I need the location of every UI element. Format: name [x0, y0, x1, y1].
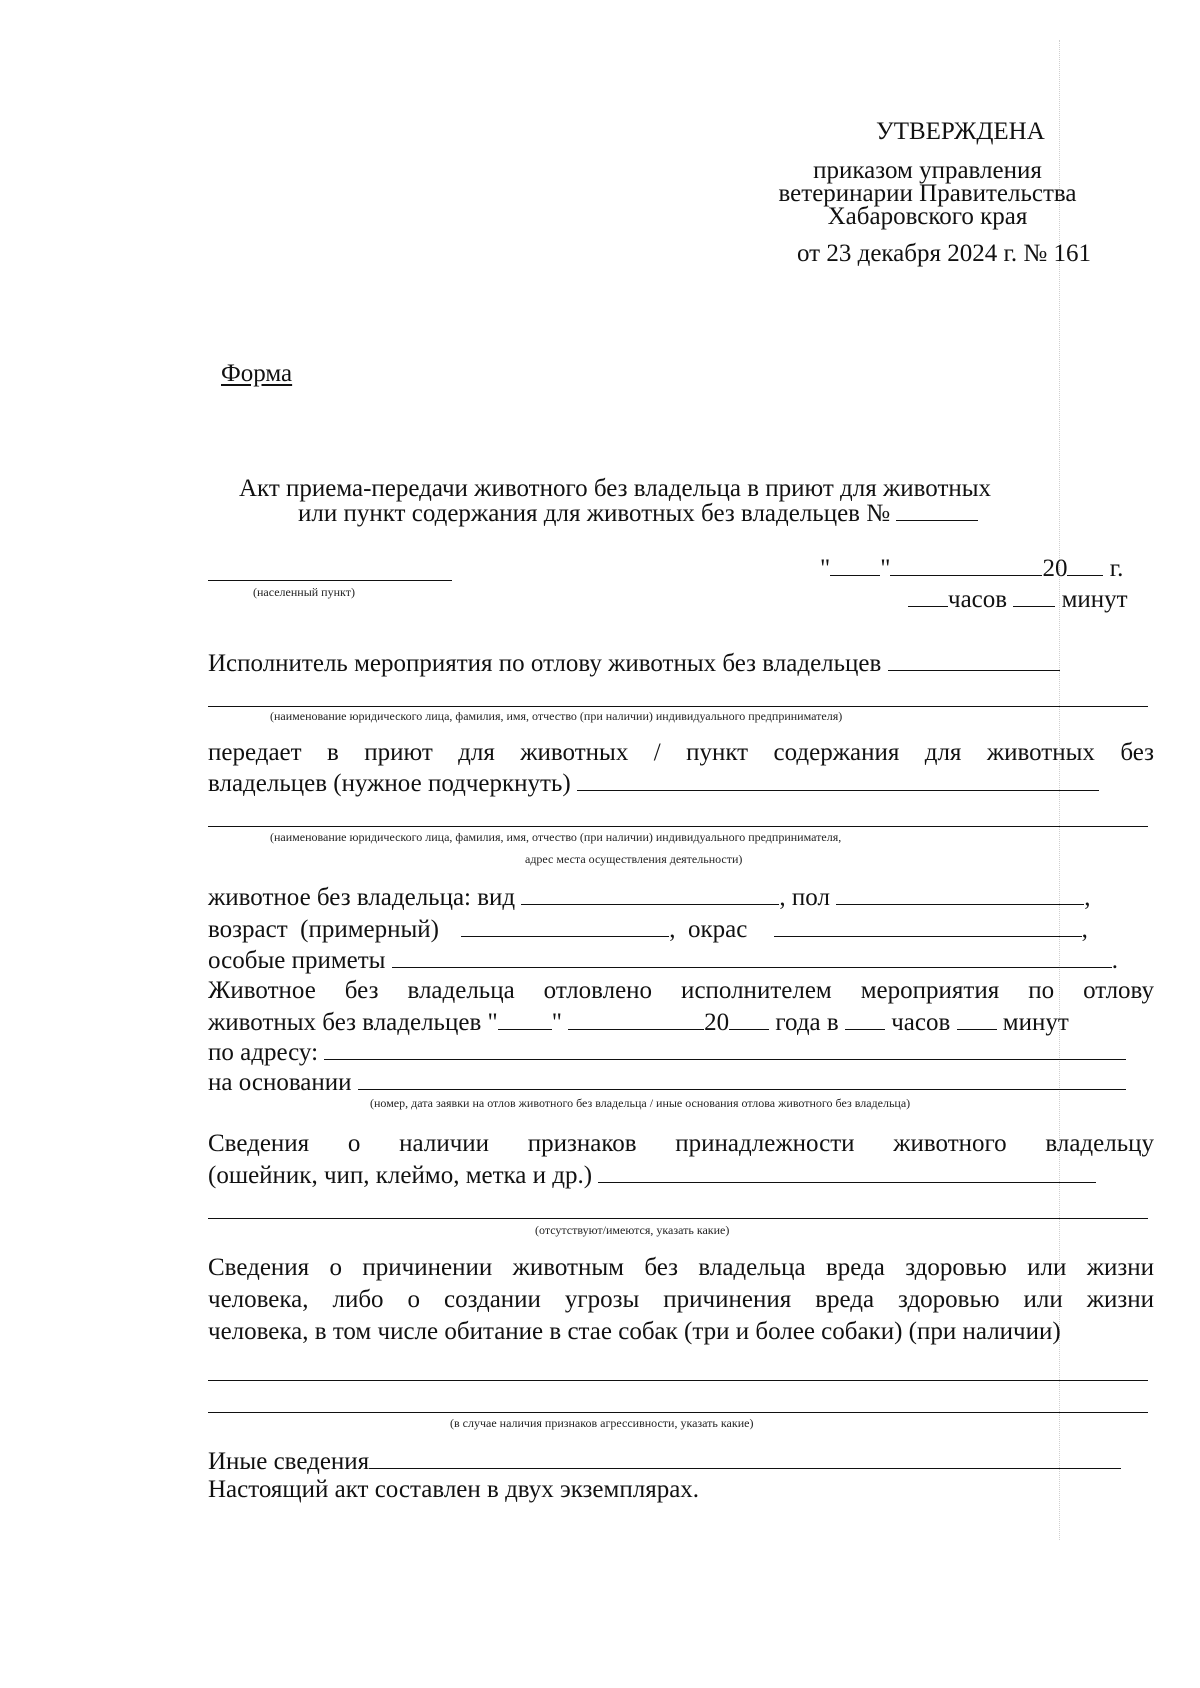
caught-quote-close: ": [551, 1009, 562, 1036]
executor-field[interactable]: [208, 706, 1148, 707]
harm-field-2[interactable]: [208, 1412, 1148, 1413]
approval-line-1: приказом управления: [813, 157, 1042, 184]
address-line: [208, 1037, 1126, 1067]
caught-minutes-label: минут: [1002, 1009, 1069, 1036]
approval-date: от 23 декабря 2024 г. № 161: [797, 240, 1092, 267]
caught-day-field[interactable]: [498, 1007, 552, 1030]
year-prefix: 20: [1042, 555, 1068, 582]
age-label: возраст (примерный): [208, 916, 440, 943]
approval-title: УТВЕРЖДЕНА: [876, 118, 1045, 145]
form-label: Форма: [221, 360, 293, 387]
act-number-field[interactable]: [896, 500, 978, 521]
quote-close: ": [880, 555, 891, 582]
transfer-hint-1: (наименование юридического лица, фамилия, имя, отчество (при наличии) индивидуального предпринимателя,: [270, 830, 842, 844]
color-label: , окрас: [669, 916, 748, 943]
approval-line-3: Хабаровского края: [827, 203, 1028, 230]
caught-year-field[interactable]: [729, 1007, 769, 1030]
basis-line: [208, 1067, 1126, 1097]
kind-label: животное без владельца: вид: [208, 884, 516, 911]
executor-hint: (наименование юридического лица, фамилия, имя, отчество (при наличии) индивидуального предпринимателя): [270, 709, 843, 723]
harm-field-1[interactable]: [208, 1380, 1148, 1381]
harm-line-1: Сведения о причинении животным без владельца вреда здоровью или жизни: [208, 1254, 1154, 1281]
executor-line: [208, 648, 1060, 678]
caught-month-field[interactable]: [568, 1007, 704, 1030]
basis-field[interactable]: [358, 1067, 1126, 1090]
ownership-field-end[interactable]: [598, 1160, 1096, 1183]
animal-age-line: возраст (примерный) , окрас ,: [208, 916, 1088, 943]
address-label: по адресу:: [208, 1039, 319, 1066]
act-title-line-2-text: или пункт содержания для животных без владельцев №: [298, 500, 891, 527]
minutes-field[interactable]: [1013, 584, 1055, 607]
address-field[interactable]: [324, 1037, 1126, 1060]
marks-field[interactable]: [392, 945, 1112, 968]
ownership-line-2: [208, 1160, 1096, 1190]
year-field[interactable]: [1067, 553, 1103, 576]
place-field[interactable]: [208, 580, 452, 581]
year-suffix: г.: [1109, 555, 1124, 582]
caught-year-word: года в: [775, 1009, 839, 1036]
month-field[interactable]: [890, 553, 1042, 576]
caught-line-1: Животное без владельца отловлено исполнителем мероприятия по отлову: [208, 977, 1154, 1004]
animal-kind-line: животное без владельца: вид , пол ,: [208, 884, 1091, 911]
harm-line-2: человека, либо о создании угрозы причинения вреда здоровью или жизни: [208, 1286, 1154, 1313]
receiver-field-end[interactable]: [577, 768, 1099, 791]
day-field[interactable]: [830, 553, 880, 576]
transfer-line-1: передает в приют для животных / пункт содержания для животных без: [208, 739, 1154, 766]
marks-label: особые приметы: [208, 947, 386, 974]
minutes-label: минут: [1061, 586, 1128, 613]
ownership-line-1: Сведения о наличии признаков принадлежности животного владельцу: [208, 1130, 1154, 1157]
executor-label: Исполнитель мероприятия по отлову животных без владельцев: [208, 650, 882, 677]
act-title-line-1: Акт приема-передачи животного без владельца в приют для животных: [238, 475, 992, 502]
other-line: [208, 1446, 1121, 1476]
place-hint: (населенный пункт): [253, 585, 355, 599]
basis-label: на основании: [208, 1069, 352, 1096]
transfer-hint-2: адрес места осуществления деятельности): [525, 852, 743, 866]
transfer-line-2: [208, 768, 1099, 798]
basis-hint: (номер, дата заявки на отлов животного без владельца / иные основания отлова животного без владельца): [370, 1096, 911, 1110]
caught-hours-field[interactable]: [845, 1007, 885, 1030]
caught-line-2: [208, 1007, 1069, 1037]
approval-line-2: ветеринарии Правительства: [778, 180, 1077, 207]
time-line: [908, 584, 1128, 614]
closing-statement: Настоящий акт составлен в двух экземплярах.: [208, 1476, 700, 1503]
harm-hint: (в случае наличия признаков агрессивности, указать какие): [450, 1416, 754, 1430]
ownership-field[interactable]: [208, 1218, 1148, 1219]
harm-line-3: человека, в том числе обитание в стае собак (три и более собаки) (при наличии): [208, 1318, 1061, 1345]
hours-field[interactable]: [908, 584, 948, 607]
transfer-line-2-text: владельцев (нужное подчеркнуть): [208, 770, 571, 797]
ownership-line-2-text: (ошейник, чип, клеймо, метка и др.): [208, 1162, 593, 1189]
act-title-line-2: [298, 500, 978, 525]
other-field[interactable]: [369, 1446, 1121, 1469]
other-label: Иные сведения: [208, 1448, 370, 1475]
caught-hours-label: часов: [891, 1009, 951, 1036]
executor-field-end[interactable]: [888, 648, 1060, 671]
receiver-field[interactable]: [208, 826, 1148, 827]
color-field[interactable]: [774, 914, 1082, 937]
caught-line-2-text: животных без владельцев ": [208, 1009, 498, 1036]
sex-field[interactable]: [836, 882, 1084, 905]
sex-label: , пол: [779, 884, 830, 911]
date-line: [820, 553, 1123, 583]
animal-marks-line: особые приметы .: [208, 947, 1118, 974]
age-field[interactable]: [461, 914, 669, 937]
caught-year-prefix: 20: [704, 1009, 730, 1036]
caught-minutes-field[interactable]: [957, 1007, 997, 1030]
hours-label: часов: [948, 586, 1008, 613]
ownership-hint: (отсутствуют/имеются, указать какие): [535, 1223, 730, 1237]
kind-field[interactable]: [521, 882, 779, 905]
quote-open: ": [820, 555, 831, 582]
